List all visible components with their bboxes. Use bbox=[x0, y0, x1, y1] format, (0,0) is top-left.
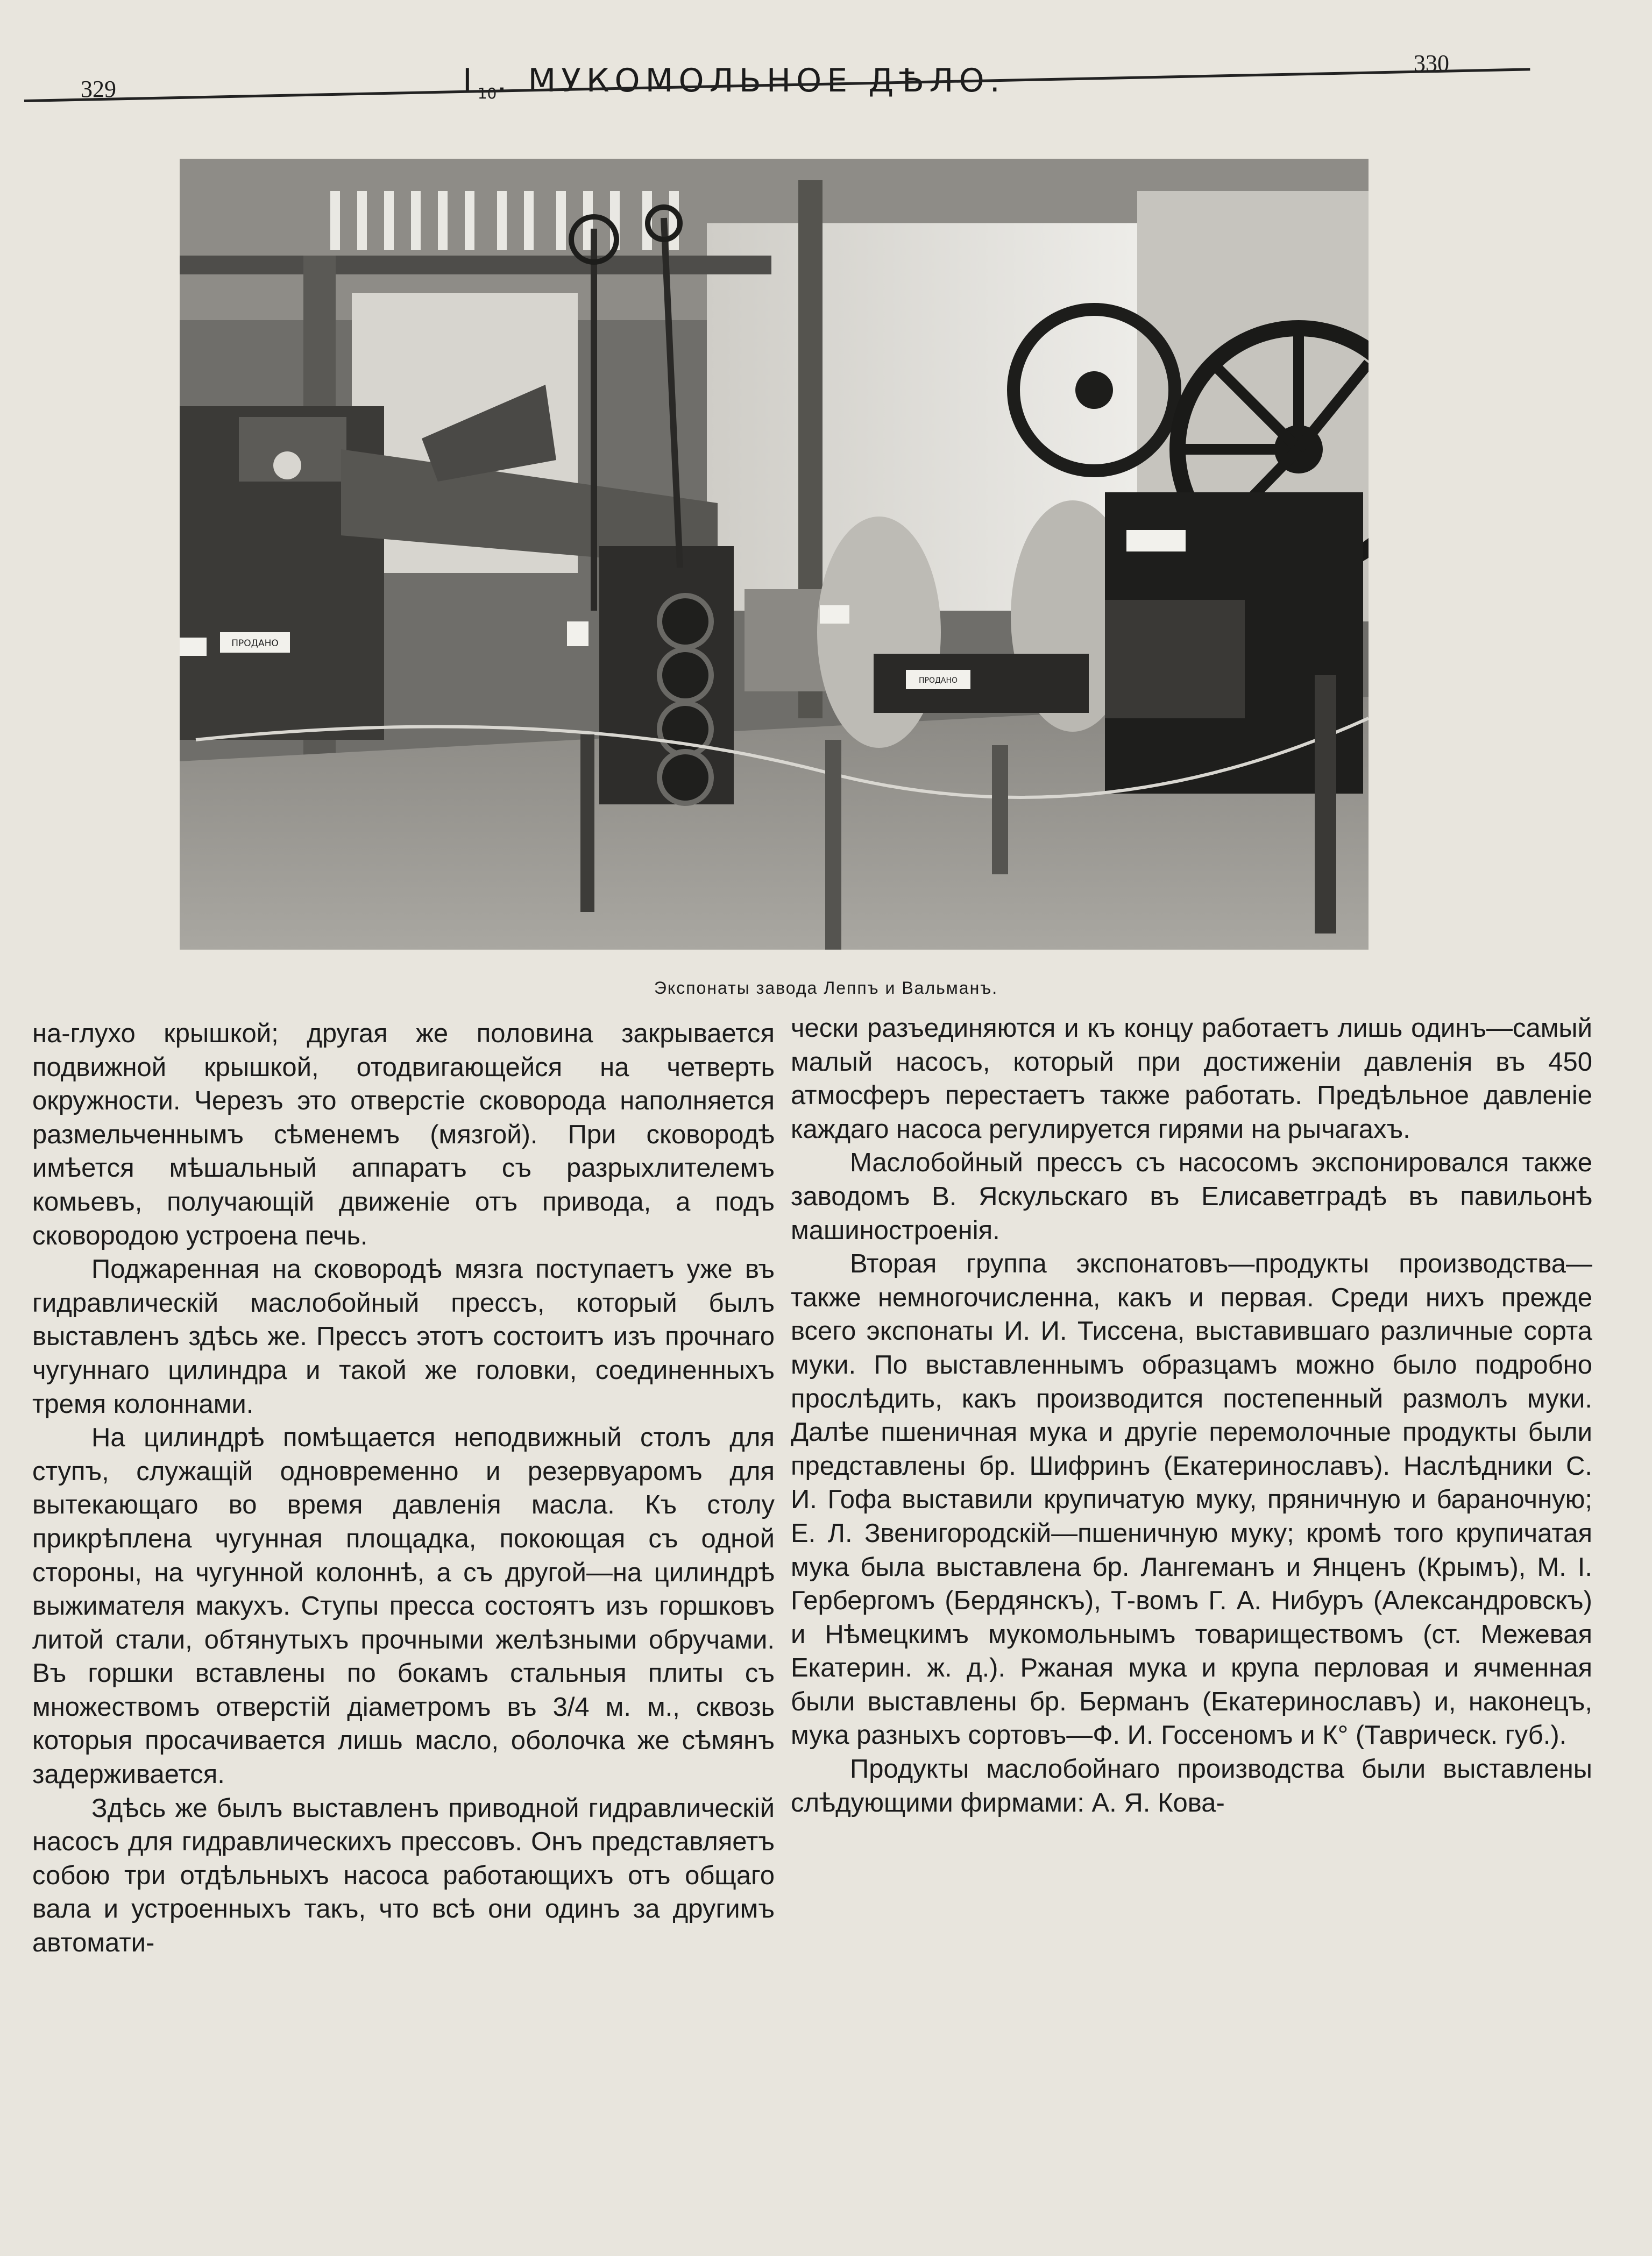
title-subscript: 10 bbox=[477, 84, 497, 102]
paragraph: на-глухо крышкой; другая же половина закрывается подвижной крышкой, отодвигающейся на четверть окружности. Черезъ это отверстіе сковорода наполняется размельченнымъ сѣменемъ (мязгой). При сковородѣ имѣется мѣшальный аппаратъ съ разрыхлителемъ комьевъ, получающій движеніе отъ привода, а подъ сковородою устроена печь. bbox=[32, 1019, 775, 1250]
right-text-column bbox=[791, 1012, 1592, 1820]
figure-caption: Экспонаты завода Леппъ и Вальманъ. bbox=[654, 978, 998, 998]
exhibit-photograph bbox=[180, 159, 1369, 950]
left-page-number: 329 bbox=[81, 76, 116, 102]
paragraph: Маслобойный прессъ съ насосомъ экспонировался также заводомъ В. Яскульскаго въ Елисаветградѣ въ павильонѣ машиностроенія. bbox=[791, 1148, 1592, 1245]
sign-label-sold-2: ПРОДАНО bbox=[918, 676, 958, 685]
paragraph: Поджаренная на сковородѣ мязга поступаетъ уже въ гидравлическій маслобойный прессъ, который былъ выставленъ здѣсь же. Прессъ этотъ состоитъ изъ прочнаго чугуннаго цилиндра и такой же головки, соединенныхъ тремя колоннами. bbox=[32, 1255, 775, 1419]
left-text-column bbox=[32, 1017, 775, 1960]
title-text: . МУКОМОЛЬНОЕ ДѢЛО. bbox=[497, 62, 1005, 100]
title-prefix: I bbox=[463, 62, 478, 100]
paragraph: Вторая группа экспонатовъ—продукты производства—также немногочисленна, какъ и первая. Среди нихъ прежде всего экспонаты И. И. Тиссена, выставившаго различные сорта муки. По выставленнымъ образцамъ можно было подробно прослѣдить, какъ производится постепенный размолъ муки. Далѣе пшеничная мука и другіе перемолочные продукты были представлены бр. Шифринъ (Екатеринославъ). Наслѣдники С. И. Гофа выставили крупичатую муку, пряничную и бараночную; Е. Л. Звенигородскій—пшеничную муку; кромѣ того крупичатая мука была выставлена бр. Лангеманъ и Янценъ (Крымъ), М. І. Гербергомъ (Бердянскъ), Т-вомъ Г. А. Нибуръ (Александровскъ) и Нѣмецкимъ мукомольнымъ товариществомъ (ст. Межевая Екатерин. ж. д.). Ржаная мука и крупа перловая и ячменная были выставлены бр. Берманъ (Екатеринославъ) и, наконецъ, мука разныхъ сортовъ—Ф. И. Госсеномъ и К° (Таврическ. губ.). bbox=[791, 1249, 1592, 1750]
paragraph: Продукты маслобойнаго производства были выставлены слѣдующими фирмами: А. Я. Кова- bbox=[791, 1755, 1592, 1817]
machinery-photo-illustration bbox=[180, 159, 1369, 950]
paragraph: На цилиндрѣ помѣщается неподвижный столъ для ступъ, служащій одновременно и резервуаромъ для вытекающаго во время давленія масла. Къ столу прикрѣплена чугунная площадка, покоющая съ одной стороны, на чугунной колоннѣ, а съ другой—на цилиндрѣ выжимателя макухъ. Ступы пресса состоятъ изъ горшковъ литой стали, обтянутыхъ прочными желѣзными обручами. Въ горшки вставлены по бокамъ стальныя плиты съ множествомъ отверстій діаметромъ въ 3/4 м. м., сквозь которыя просачивается лишь масло, оболочка же сѣмянъ задерживается. bbox=[32, 1423, 775, 1790]
sign-label-sold: ПРОДАНО bbox=[231, 638, 279, 649]
paragraph: чески разъединяются и къ концу работаетъ лишь одинъ—самый малый насосъ, который при достиженіи давленія въ 450 атмосферъ перестаетъ также работать. Предѣльное давленіе каждаго насоса регулируется гирями на рычагахъ. bbox=[791, 1014, 1592, 1144]
paragraph: Здѣсь же былъ выставленъ приводной гидравлическій насосъ для гидравлическихъ прессовъ. Онъ представляетъ собою три отдѣльныхъ насоса работающихъ отъ общаго вала и устроенныхъ такъ, что всѣ они одинъ за другимъ автомати- bbox=[32, 1793, 775, 1958]
right-page-number: 330 bbox=[1414, 50, 1449, 76]
